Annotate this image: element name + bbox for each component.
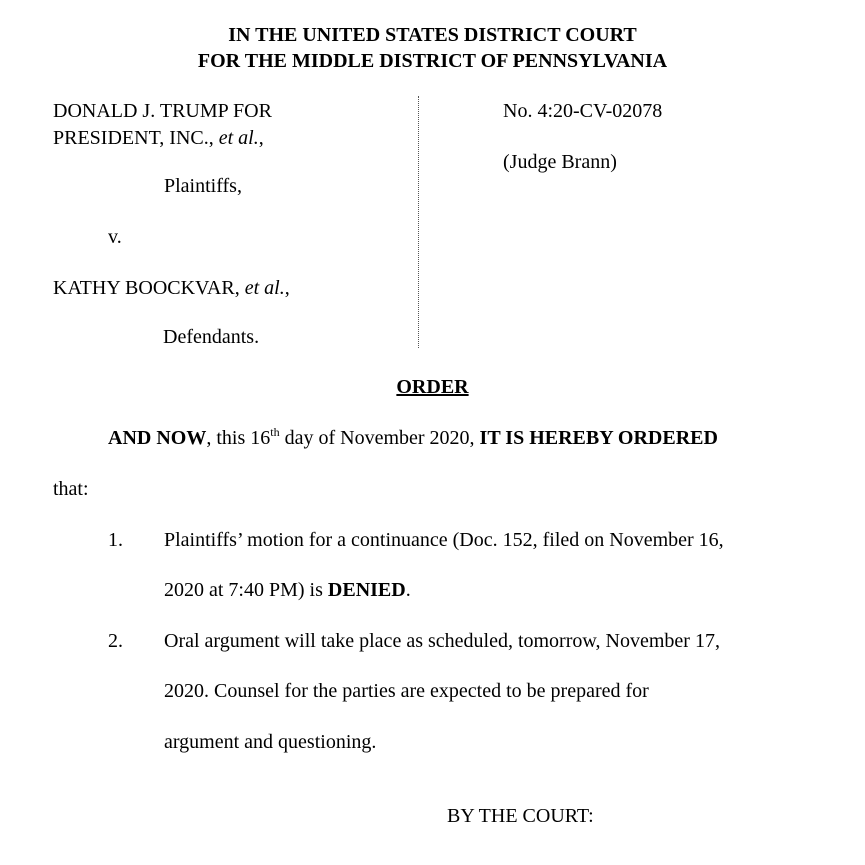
plaintiff-et-al: et al. — [218, 127, 259, 149]
defendant-name-line — [53, 278, 290, 298]
court-header-line-2: FOR THE MIDDLE DISTRICT OF PENNSYLVANIA — [197, 50, 668, 72]
item-2-number: 2. — [108, 630, 123, 652]
that-label: that: — [53, 478, 89, 500]
defendant-et-al: et al. — [244, 277, 285, 299]
item-1-number: 1. — [108, 529, 123, 551]
plaintiff-name-text: PRESIDENT, INC., — [53, 127, 219, 149]
signature-label: BY THE COURT: — [447, 805, 594, 827]
item-2-line-2: 2020. Counsel for the parties are expected to be prepared for — [164, 680, 649, 702]
intro-text-2: day of November 2020, — [279, 427, 480, 449]
case-number: No. 4:20-CV-02078 — [503, 100, 663, 122]
defendant-name-text: KATHY BOOCKVAR, — [53, 277, 245, 299]
item-1-line-1: Plaintiffs’ motion for a continuance (Doc. 152, filed on November 16, — [164, 529, 724, 551]
item-2-line-1: Oral argument will take place as scheduled, tomorrow, November 17, — [164, 630, 720, 652]
judge-name: (Judge Brann) — [503, 151, 617, 173]
intro-text-1: , this 16 — [206, 427, 271, 449]
hereby-ordered-bold: IT IS HEREBY ORDERED — [479, 427, 718, 449]
defendant-comma: , — [284, 277, 290, 299]
plaintiff-name-line-1: DONALD J. TRUMP FOR — [53, 100, 272, 122]
intro-superscript: th — [270, 425, 280, 439]
plaintiff-name-line-2 — [53, 128, 264, 148]
and-now-bold: AND NOW — [108, 427, 207, 449]
versus-label: v. — [108, 226, 122, 248]
denied-bold: DENIED — [327, 579, 406, 601]
court-header-line-1: IN THE UNITED STATES DISTRICT COURT — [228, 24, 637, 46]
defendants-label: Defendants. — [163, 326, 260, 348]
caption-divider — [418, 96, 419, 348]
item-1-line-2-text: 2020 at 7:40 PM) is — [164, 579, 328, 601]
order-title: ORDER — [396, 376, 469, 398]
plaintiffs-label: Plaintiffs, — [164, 175, 242, 197]
item-2-line-3: argument and questioning. — [164, 731, 377, 753]
item-1-line-2 — [164, 580, 411, 600]
order-intro-line — [108, 425, 718, 449]
item-1-period: . — [405, 579, 411, 601]
plaintiff-comma: , — [258, 127, 264, 149]
